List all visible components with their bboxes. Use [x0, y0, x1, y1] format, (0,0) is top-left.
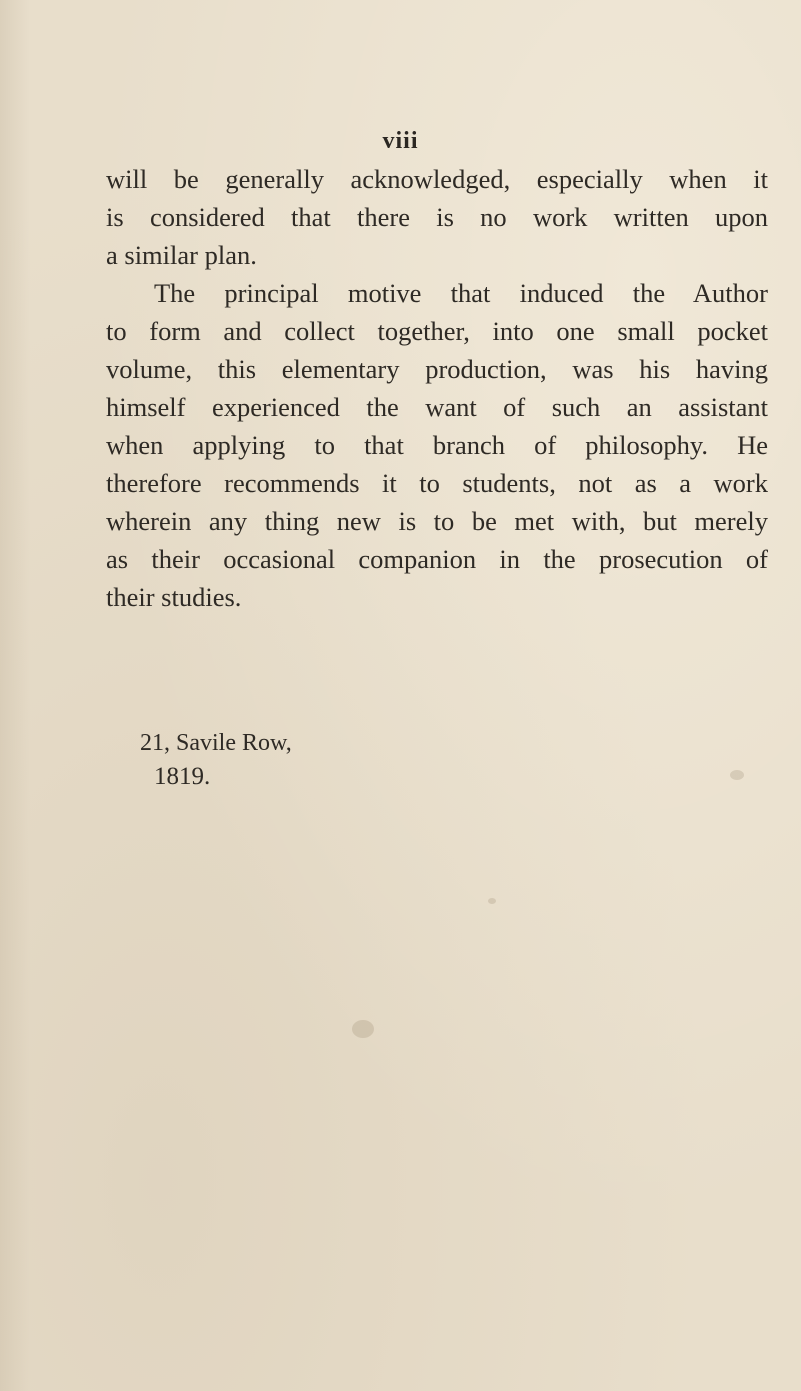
- text-line: to form and collect together, into one small pocket: [106, 316, 768, 346]
- paper-spot: [352, 1020, 374, 1038]
- text-line: their studies.: [106, 582, 242, 612]
- text-line: therefore recommends it to students, not as a work: [106, 468, 768, 498]
- paragraph-continuation: [106, 160, 768, 274]
- text-line: is considered that there is no work written upon: [106, 202, 768, 232]
- text-line: The principal motive that induced the Author: [154, 278, 768, 308]
- paper-spot: [488, 898, 496, 904]
- page-number: viii: [382, 128, 419, 154]
- text-line: as their occasional companion in the prosecution of: [106, 544, 768, 574]
- paper-spot: [730, 770, 744, 780]
- body-text: [106, 160, 768, 616]
- signoff-address: 21, Savile Row,: [140, 730, 292, 756]
- paragraph-motive: [106, 274, 768, 616]
- text-line: himself experienced the want of such an assistant: [106, 392, 768, 422]
- text-line: volume, this elementary production, was his having: [106, 354, 768, 384]
- text-line: will be generally acknowledged, especially when it: [106, 164, 768, 194]
- text-line: wherein any thing new is to be met with, but merely: [106, 506, 768, 536]
- text-line: when applying to that branch of philosophy. He: [106, 430, 768, 460]
- signoff: [140, 726, 292, 794]
- text-line: a similar plan.: [106, 240, 257, 270]
- signoff-year: 1819.: [154, 763, 211, 790]
